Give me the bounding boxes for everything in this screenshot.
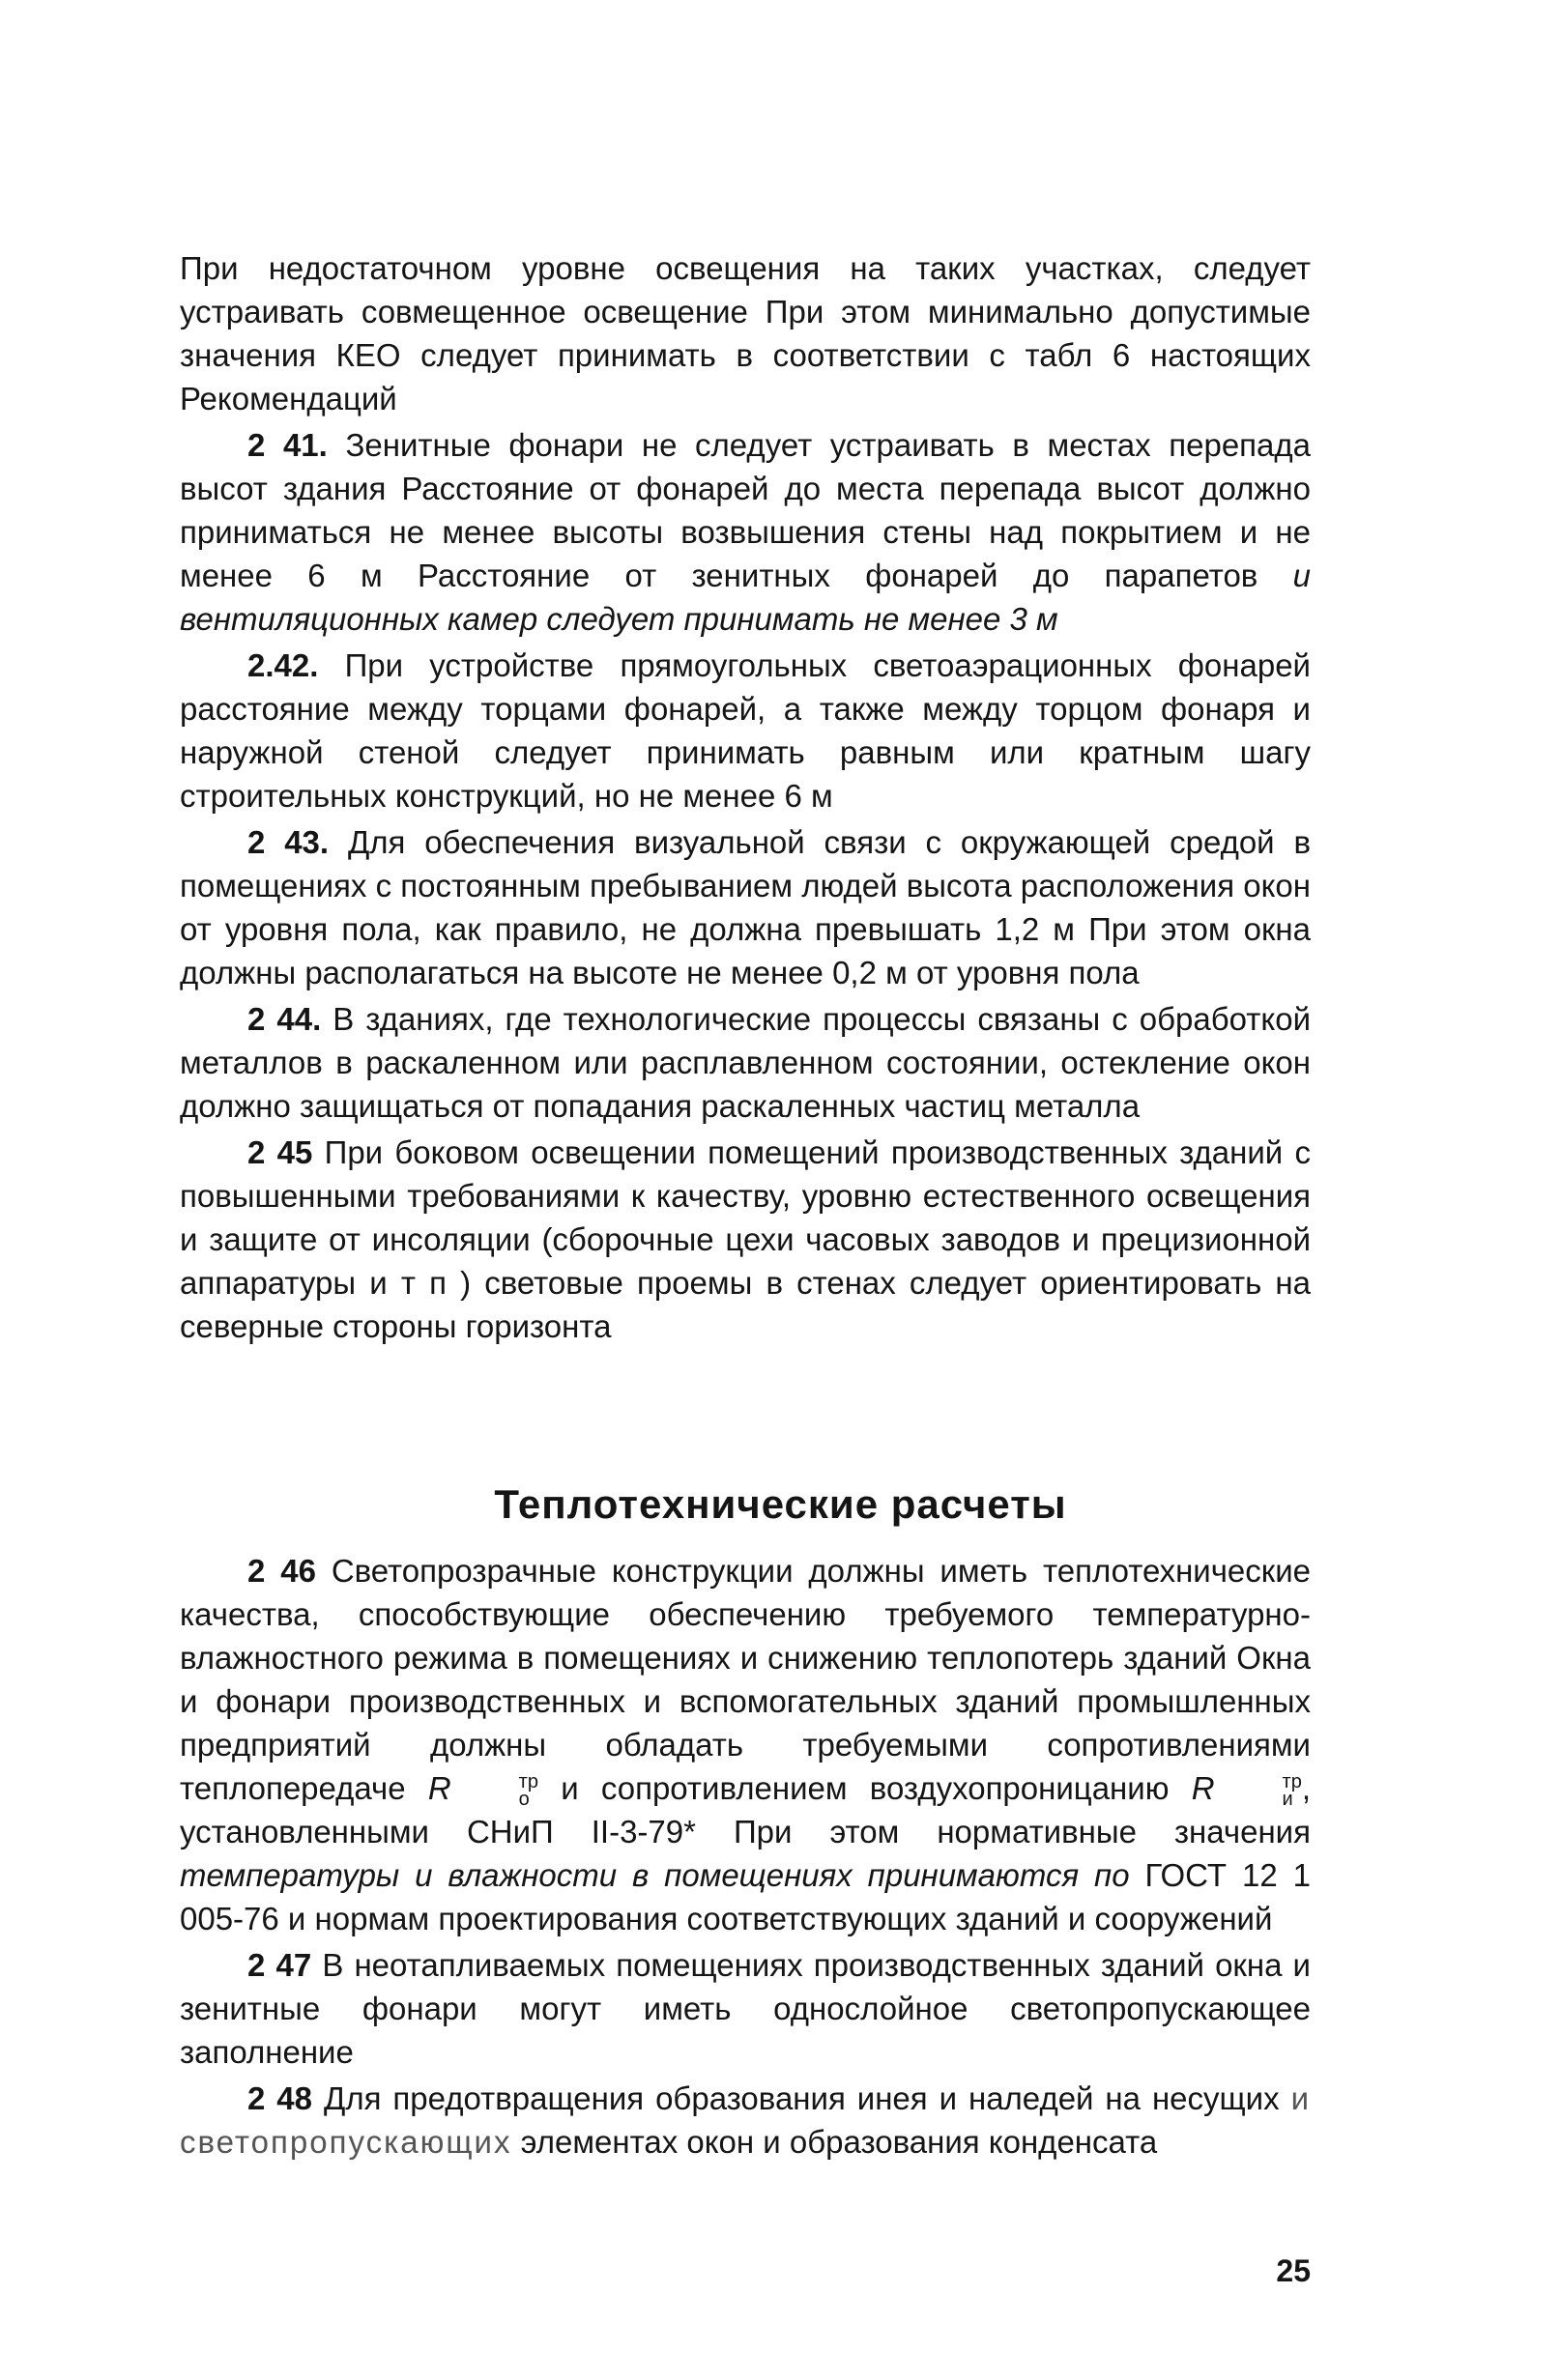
- paragraph-2-47: 2 47 В неотапливаемых помещениях производственных зданий окна и зенитные фонари могут иметь однослойное светопропускающее заполнение: [180, 1947, 1311, 2070]
- page-number: 25: [1276, 2253, 1311, 2288]
- paragraph-number: 2.42.: [247, 647, 319, 683]
- paragraph-number: 2 45: [247, 1134, 313, 1170]
- paragraph-number: 2 43.: [247, 824, 330, 860]
- paragraph-2-46: 2 46 Светопрозрачные конструкции должны иметь теплотехнические качества, способствующие обеспечению требуемого температурно-влажностного режима в помещениях и снижению теплопотерь зданий Окна и фонари производственных и вспомогательных зданий промышленных предприятий должны обладать требуемыми сопротивлениями теплопередаче R тр о и сопротивлением воздухопроницанию R тр и , установленными СНиП II-3-79* При этом нормативные значения температуры и влажности в помещениях принимаются по ГОСТ 12 1 005-76 и нормам проектирования соответствующих зданий и сооружений: [180, 1553, 1312, 1936]
- paragraph-number: 2 48: [247, 2080, 313, 2116]
- paragraph-number: 2 44.: [247, 1001, 322, 1037]
- paragraph-number: 2 47: [247, 1947, 312, 1983]
- paragraph-2-48: 2 48 Для предотвращения образования инея и наледей на несущих и светопропускающих элементах окон и образования конденсата: [180, 2080, 1312, 2160]
- paragraph-2-41: 2 41. Зенитные фонари не следует устраивать в местах перепада высот здания Расстояние от фонарей до места перепада высот должно приниматься не менее высоты возвышения стены над покрытием и не менее 6 м Расстояние от зенитных фонарей до парапетов и вентиляционных камер следует принимать не менее 3 м: [180, 427, 1312, 637]
- symbol-r-i: R: [1191, 1770, 1215, 1806]
- section-heading: Теплотехнические расчеты: [494, 1481, 1067, 1527]
- paragraph-2-42: 2.42. При устройстве прямоугольных светоаэрационных фонарей расстояние между торцами фонарей, а также между торцом фонаря и наружной стеной следует принимать равным или кратным шагу строительных конструкций, но не менее 6 м: [180, 647, 1311, 814]
- paragraph-2-44: 2 44. В зданиях, где технологические процессы связаны с обработкой металлов в раскаленном или расплавленном состоянии, остекление окон должно защищаться от попадания раскаленных частиц металла: [180, 1001, 1311, 1124]
- body-text-upper: [180, 246, 1311, 1351]
- body-text-lower: [180, 1549, 1311, 2166]
- paragraph-2-43: 2 43. Для обеспечения визуальной связи с окружающей средой в помещениях с постоянным пребыванием людей высота расположения окон от уровня пола, как правило, не должна превышать 1,2 м При этом окна должны располагаться на высоте не менее 0,2 м от уровня пола: [180, 824, 1311, 990]
- paragraph-continuation: При недостаточном уровне освещения на таких участках, следует устраивать совмещенное освещение При этом минимально допустимые значения КЕО следует принимать в соответствии с табл 6 настоящих Рекомендаций: [180, 250, 1311, 416]
- paragraph-number: 2 41.: [247, 427, 328, 463]
- symbol-r-o: R: [427, 1770, 451, 1806]
- paragraph-number: 2 46: [247, 1553, 316, 1589]
- paragraph-2-45: 2 45 При боковом освещении помещений производственных зданий с повышенными требованиями к качеству, уровню естественного освещения и защите от инсоляции (сборочные цехи часовых заводов и прецизионной аппаратуры и т п ) световые проемы в стенах следует ориентировать на северные стороны горизонта: [180, 1134, 1312, 1344]
